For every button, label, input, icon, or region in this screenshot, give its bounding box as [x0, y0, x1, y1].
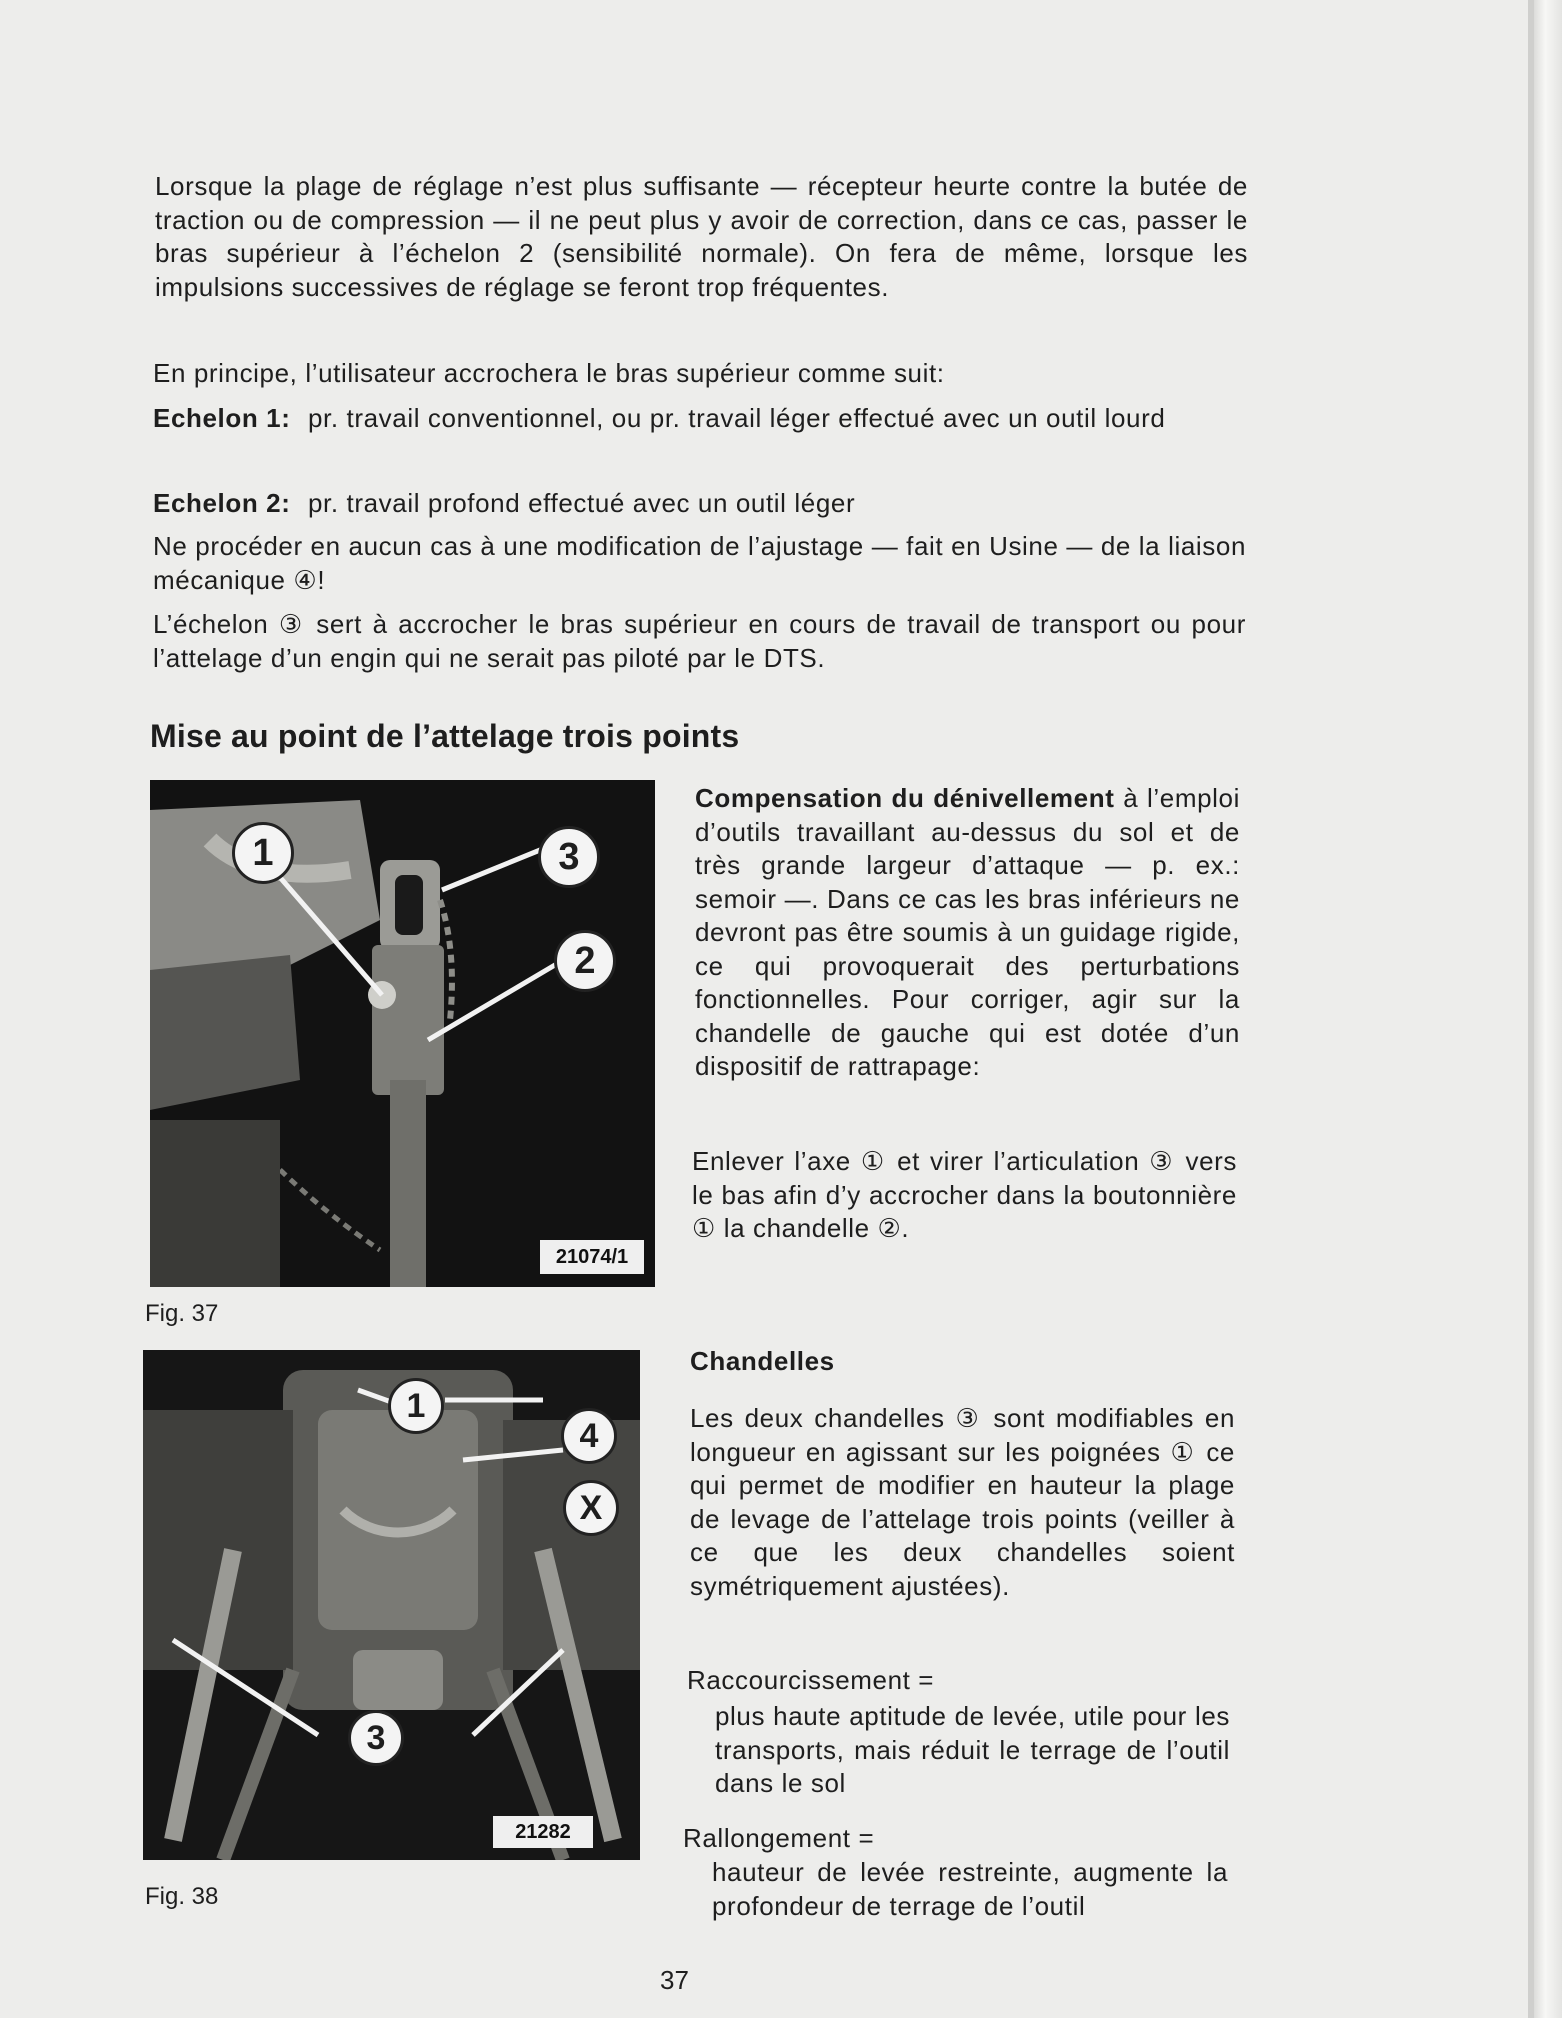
figure-38-photo: [143, 1350, 640, 1860]
paragraph-no-modification: Ne procéder en aucun cas à une modification de l’ajustage — fait en Usine — de la liaison mécanique ④!: [153, 531, 1246, 595]
compensation-step: Enlever l’axe ① et virer l’articulation ③ vers le bas afin d’y accrocher dans la boutonnière ① la chandelle ②.: [692, 1146, 1237, 1243]
echelon1-text: pr. travail conventionnel, ou pr. travail léger effectué avec un outil lourd: [308, 403, 1166, 433]
section-title: Mise au point de l’attelage trois points: [150, 718, 740, 754]
callout-2: 2: [554, 930, 616, 992]
compensation-title: Compensation du dénivellement: [695, 783, 1115, 813]
lengthening-label: Rallongement =: [683, 1823, 875, 1853]
figure-38-caption: Fig. 38: [145, 1883, 219, 1910]
paragraph-adjustment-range: Lorsque la plage de réglage n’est plus suffisante — récepteur heurte contre la butée de traction ou de compression — il ne peut plus y avoir de correction, dans ce cas, passer le bras supérieur à l’échelon 2 (sensibilité normale). On fera de même, lorsque les impulsions successives de réglage se feront trop fréquentes.: [155, 171, 1248, 302]
callout-x: X: [563, 1480, 619, 1536]
compensation-paragraph: [695, 782, 1240, 1084]
page-number: 37: [660, 1965, 689, 1995]
shortening-label: Raccourcissement =: [687, 1665, 935, 1695]
chandelles-text: Les deux chandelles ③ sont modifiables en longueur en agissant sur les poignées ① ce qui permet de modifier en hauteur la plage de levage de l’attelage trois points (veiller à ce que les deux chandelles soient symétriquement ajustées).: [690, 1403, 1235, 1601]
figure-37-photo: [150, 780, 655, 1287]
fold-shadow: [1528, 0, 1534, 2018]
echelon1-label: Echelon 1:: [153, 403, 291, 433]
compensation-text: à l’emploi d’outils travaillant au-dessus du sol et de très grande largeur d’attaque — p. ex.: semoir —. Dans ce cas les bras inférieurs ne devront pas être soumis à un guidage rigide, ce qui provoquerait des perturbations fonctionnelles. Pour corriger, agir sur la chandelle de gauche qui est dotée d’un dispositif de rattrapage:: [695, 783, 1240, 1081]
callout-3: 3: [538, 826, 600, 888]
photo-code-37: 21074/1: [540, 1240, 644, 1274]
callout-1: 1: [388, 1378, 444, 1434]
callout-4: 4: [561, 1408, 617, 1464]
chandelles-title: Chandelles: [690, 1346, 835, 1376]
lengthening-text: hauteur de levée restreinte, augmente la profondeur de terrage de l’outil: [712, 1857, 1228, 1921]
shortening-text: plus haute aptitude de levée, utile pour les transports, mais réduit le terrage de l’outil dans le sol: [715, 1701, 1230, 1798]
echelon2-text: pr. travail profond effectué avec un outil léger: [308, 488, 856, 518]
paragraph-principle: En principe, l’utilisateur accrochera le bras supérieur comme suit:: [153, 358, 945, 388]
callout-3: 3: [348, 1710, 404, 1766]
page-edge: [1534, 0, 1562, 2018]
callout-1: 1: [232, 822, 294, 884]
photo-code-38: 21282: [493, 1816, 593, 1848]
echelon2-label: Echelon 2:: [153, 488, 291, 518]
paragraph-echelon3: L’échelon ③ sert à accrocher le bras supérieur en cours de travail de transport ou pour l’attelage d’un engin qui ne serait pas piloté par le DTS.: [153, 609, 1246, 673]
figure-37-caption: Fig. 37: [145, 1300, 219, 1327]
